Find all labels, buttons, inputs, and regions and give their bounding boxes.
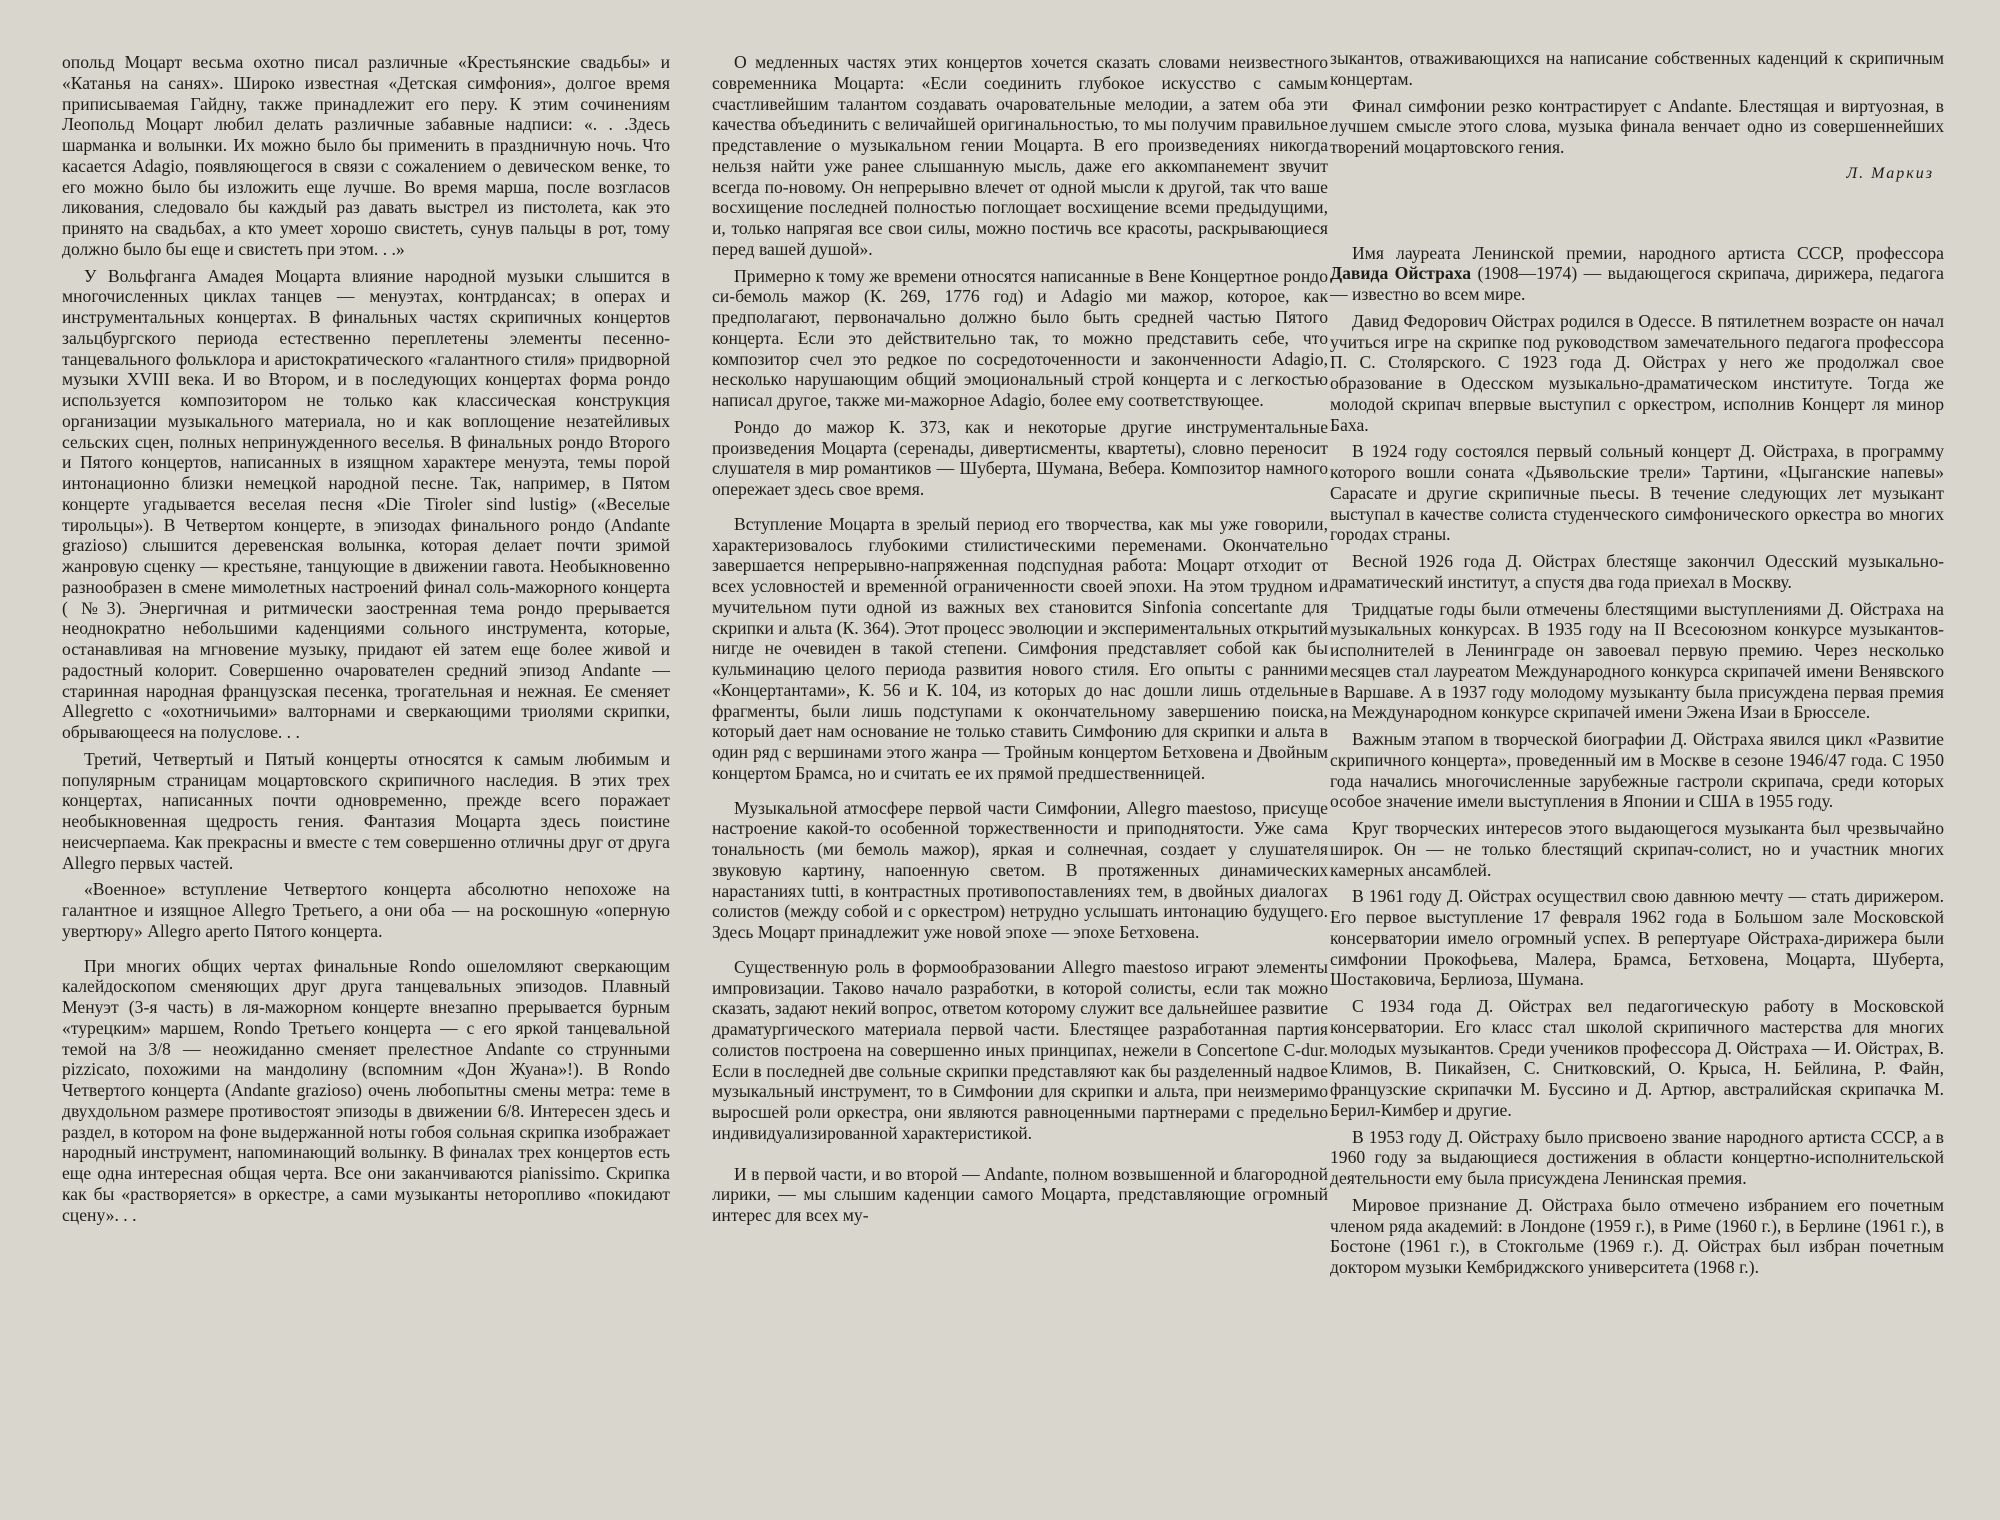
paragraph: При многих общих чертах финальные Rondo ошеломляют сверкающим калейдоскопом сменяющих друг друга танцевальных эпизодов. Плавный Менуэт (3-я часть) в ля-мажорном концерте внезапно прерывается бурным «турецким» маршем, Rondo Третьего концерта — с его яркой танцевальной темой на 3/8 — неожиданно сменяет прелестное Andante со струнными pizzicato, похожими на мандолину (вспомним «Дон Жуана»!). В Rondo Четвертого концерта (Andante grazioso) очень любопытны смены метра: теме в двухдольном размере противостоят эпизоды в движении 6/8. Интересен здесь и раздел, в котором на фоне выдержанной ноты гобоя сольная скрипка изображает народный инструмент, напоминающий волынку. В финалах трех концертов есть еще одна интересная общая черта. Все они заканчиваются pianissimo. Скрипка как бы «растворяется» в оркестре, а сами музыканты неторопливо «покидают сцену». . .	[62, 955, 670, 1225]
paragraph: О медленных частях этих концертов хочется сказать словами неизвестного современника Моцарта: «Если соединить глубокое искусство с самым счастливейшим талантом создавать очаровательные мелодии, а затем оба эти качества объединить с величайшей оригинальностью, то мы получим правильное представление о музыкальном гении Моцарта. В его произведениях никогда нельзя найти уже ранее слышанную мысль, даже его аккомпанемент звучит всегда по-новому. Он непрерывно влечет от одной мысли к другой, так что ваше восхищение последней полностью поглощает восхищение всеми предыдущими, и, только напрягая все свои силы, можно постичь все красоты, раскрывающиеся перед вашей душой».	[712, 52, 1328, 259]
paragraph: В 1953 году Д. Ойстраху было присвоено звание народного артиста СССР, а в 1960 году за выдающиеся достижения в области концертно-исполнительской деятельности ему была присуждена Ленинская премия.	[1330, 1126, 1944, 1188]
paragraph: В 1961 году Д. Ойстрах осуществил свою давнюю мечту — стать дирижером. Его первое выступление 17 февраля 1962 года в Большом зале Московской консерватории имело огромный успех. В репертуаре Ойстраха-дирижера были симфонии Прокофьева, Малера, Брамса, Бетховена, Моцарта, Шуберта, Шостаковича, Берлиоза, Шумана.	[1330, 886, 1944, 990]
intro-paragraph	[1330, 243, 1944, 305]
paragraph: «Военное» вступление Четвертого концерта абсолютно непохоже на галантное и изящное Allegro Третьего, а они оба — на роскошную «оперную увертюру» Allegro aperto Пятого концерта.	[62, 879, 670, 941]
paragraph: В 1924 году состоялся первый сольный концерт Д. Ойстраха, в программу которого вошли соната «Дьявольские трели» Тартини, «Цыганские напевы» Сарасате и другие скрипичные пьесы. В течение следующих лет музыкант выступал в качестве солиста студенческого симфонического оркестра во многих городах страны.	[1330, 441, 1944, 545]
paragraph: И в первой части, и во второй — Andante, полном возвышенной и благородной лирики, — мы слышим каденции самого Моцарта, представляющие огромный интерес для всех му-	[712, 1163, 1328, 1225]
paragraph: Вступление Моцарта в зрелый период его творчества, как мы уже говорили, характеризовалось глубокими стилистическими переменами. Окончательно завершается непрерывно-напряженная подспудная работа: Моцарт отходит от всех условностей и временно́й ограниченности своей эпохи. На этом трудном и мучительном пути одной из важных вех становится Sinfonia concertante для скрипки и альта (К. 364). Этот процесс эволюции и экспериментальных открытий нигде не очевиден в такой степени. Симфония представляет собой как бы кульминацию целого периода развития нового стиля. Его опыты с ранними «Концертантами», К. 56 и К. 104, из которых до нас дошли лишь отдельные фрагменты, были лишь подступами к окончательному завершению поиска, который дает нам основание не только ставить Симфонию для скрипки и альта в один ряд с вершинами этого жанра — Тройным концертом Бетховена и Двойным концертом Брамса, но и считать ее их прямой предшественницей.	[712, 513, 1328, 783]
paragraph: С 1934 года Д. Ойстрах вел педагогическую работу в Московской консерватории. Его класс стал школой скрипичного мастерства для многих молодых музыкантов. Среди учеников профессора Д. Ойстраха — И. Ойстрах, В. Климов, В. Пикайзен, С. Снитковский, О. Крыса, Н. Бейлина, Р. Файн, французские скрипачки М. Буссино и Д. Артюр, австралийская скрипачка М. Берил-Кимбер и другие.	[1330, 996, 1944, 1120]
paragraph: Финал симфонии резко контрастирует с Andante. Блестящая и виртуозная, в лучшем смысле этого слова, музыка финала венчает одно из совершеннейших творений моцартовского гения.	[1330, 95, 1944, 157]
column-left	[62, 52, 670, 1231]
paragraph: Мировое признание Д. Ойстраха было отмечено избранием его почетным членом ряда академий: в Лондоне (1959 г.), в Риме (1960 г.), в Берлине (1961 г.), в Бостоне (1961 г.), в Стокгольме (1969 г.). Д. Ойстрах был избран почетным доктором музыки Кембриджского университета (1968 г.).	[1330, 1194, 1944, 1277]
paragraph: У Вольфганга Амадея Моцарта влияние народной музыки слышится в многочисленных циклах танцев — менуэтах, контрдансах; в операх и инструментальных концертах. В финальных частях скрипичных концертов зальцбургского периода естественно переплетены элементы песенно-танцевального фольклора и аристократического «галантного стиля» придворной музыки XVIII века. И во Втором, и в последующих концертах форма рондо используется композитором не только как классическая конструкция организации музыкального материала, но и как воплощение незатейливых сельских сцен, полных непринужденного веселья. В финальных рондо Второго и Пятого концертов, написанных в изящном характере менуэта, темы порой интонационно близки немецкой народной песне. Так, например, в Пятом концерте угадывается веселая песня «Die Tiroler sind lustig» («Веселые тирольцы»). В Четвертом концерте, в эпизодах финального рондо (Andante grazioso) слышится деревенская волынка, которая делает почти зримой жанровую сценку — крестьяне, танцующие в движении гавота. Необыкновенно разнообразен в смене мимолетных настроений финал соль-мажорного концерта ( №3). Энергичная и ритмически заостренная тема рондо прерывается неоднократно небольшими каденциями сольного инструмента, которые, останавливая на мгновение музыку, придают ей затем еще более живой и радостный колорит. Совершенно очарователен средний эпизод Andante — старинная народная французская песенка, трогательная и нежная. Ее сменяет Allegretto с «охотничьими» валторнами и сверкающими триолями скрипки, обрывающееся на полуслове. . .	[62, 265, 670, 742]
paragraph: Весной 1926 года Д. Ойстрах блестяще закончил Одесский музыкально-драматический институт, а спустя два года приехал в Москву.	[1330, 551, 1944, 592]
oistrakh-name: Давида Ойстраха	[1330, 263, 1472, 284]
column-middle	[712, 52, 1328, 1232]
author-signature: Л. Маркиз	[1846, 164, 1934, 182]
paragraph: опольд Моцарт весьма охотно писал различные «Крестьянские свадьбы» и «Катанья на санях». Широко известная «Детская симфония», долгое время приписываемая Гайдну, также принадлежит его перу. К этим сочинениям Леопольд Моцарт любил делать различные забавные надписи: «. . .Здесь шарманка и волынки. Их можно было бы применить в праздничную ночь. Что касается Adagio, появляющегося в связи с сожалением о девическом венке, то его можно было бы изложить еще лучше. Во время марша, после возгласов ликования, следовало бы каждый раз давать выстрел из пистолета, как это принято на свадьбах, а кто умеет хорошо свистеть, сунув пальцы в рот, тому должно было бы еще и свистеть при этом. . .»	[62, 52, 670, 259]
section-divider	[1330, 185, 1944, 243]
paragraph: Важным этапом в творческой биографии Д. Ойстраха явился цикл «Развитие скрипичного концерта», проведенный им в Москве в сезоне 1946/47 года. С 1950 года начались многочисленные зарубежные гастроли скрипача, среди которых особое значение имели выступления в Японии и США в 1955 году.	[1330, 729, 1944, 812]
paragraph: зыкантов, отваживающихся на написание собственных каденций к скрипичным концертам.	[1330, 48, 1944, 89]
paragraph: Круг творческих интересов этого выдающегося музыканта был чрезвычайно широк. Он — не только блестящий скрипач-солист, но и участник многих камерных ансамблей.	[1330, 818, 1944, 880]
intro-text: Имя лауреата Ленинской премии, народного артиста СССР, профессора	[1352, 242, 1944, 263]
paragraph: Третий, Четвертый и Пятый концерты относятся к самым любимым и популярным страницам моцартовского скрипичного наследия. В этих трех концертах, написанных почти одновременно, прежде всего поражает необыкновенная щедрость гения. Фантазия Моцарта здесь поистине неисчерпаема. Как прекрасны и вместе с тем совершенно отличны друг от друга Allegro первых частей.	[62, 748, 670, 873]
column-right	[1330, 48, 1944, 1284]
paragraph: Давид Федорович Ойстрах родился в Одессе. В пятилетнем возрасте он начал учиться игре на скрипке под руководством замечательного педагога профессора П. С. Столярского. С 1923 года Д. Ойстрах у него же продолжал свое образование в Одесском музыкально-драматическом институте. Тогда же молодой скрипач впервые выступил с оркестром, исполнив Концерт ля минор Баха.	[1330, 310, 1944, 435]
paragraph: Музыкальной атмосфере первой части Симфонии, Allegro maestoso, присуще настроение какой-то особенной торжественности и приподнятости. Уже сама тональность (ми бемоль мажор), яркая и солнечная, создает у слушателя звуковую картину, напоенную светом. В протяженных динамических нарастаниях tutti, в контрастных противопоставлениях тем, в двойных диалогах солистов (между собой и с оркестром) нетрудно услышать интонацию будущего. Здесь Моцарт принадлежит уже новой эпохе — эпохе Бетховена.	[712, 797, 1328, 942]
paragraph: Тридцатые годы были отмечены блестящими выступлениями Д. Ойстраха на музыкальных конкурсах. В 1935 году на II Всесоюзном конкурсе музыкантов-исполнителей в Ленинграде он завоевал первую премию. Через несколько месяцев стал лауреатом Международного конкурса скрипачей имени Венявского в Варшаве. А в 1937 году молодому музыканту была присуждена первая премия на Международном конкурсе скрипачей имени Эжена Изаи в Брюсселе.	[1330, 598, 1944, 723]
paragraph: Рондо до мажор К. 373, как и некоторые другие инструментальные произведения Моцарта (серенады, дивертисменты, квартеты), словно переносит слушателя в мир романтиков — Шуберта, Шумана, Вебера. Композитор намного опережает здесь свое время.	[712, 416, 1328, 499]
paragraph: Существенную роль в формообразовании Allegro maestoso играют элементы импровизации. Таково начало разработки, в которой солисты, если так можно сказать, задают некий вопрос, ответом которому служит все дальнейшее развитие драматургического материала первой части. Блестящее разработанная партия солистов построена на совершенно иных принципах, нежели в Concertone C-dur. Если в последней две сольные скрипки представляют как бы разделенный надвое музыкальный инструмент, то в Симфонии для скрипки и альта, при неизмеримо выросшей роли оркестра, они являются равноценными партнерами с предельно индивидуализированной характеристикой.	[712, 956, 1328, 1143]
intro-text: (1908—1974) — выдающегося скрипача, дирижера, педагога — известно во всем мире.	[1330, 263, 1944, 304]
paragraph: Примерно к тому же времени относятся написанные в Вене Концертное рондо си-бемоль мажор (К. 269, 1776 год) и Adagio ми мажор, которое, как предполагают, первоначально должно было быть средней частью Пятого концерта. Если это действительно так, то можно представить себе, что композитор счел это редкое по сосредоточенности и законченности Adagio, несколько нарушающим общий эмоциональный строй концерта и с легкостью написал другое, также ми-мажорное Adagio, более ему соответствующее.	[712, 265, 1328, 410]
